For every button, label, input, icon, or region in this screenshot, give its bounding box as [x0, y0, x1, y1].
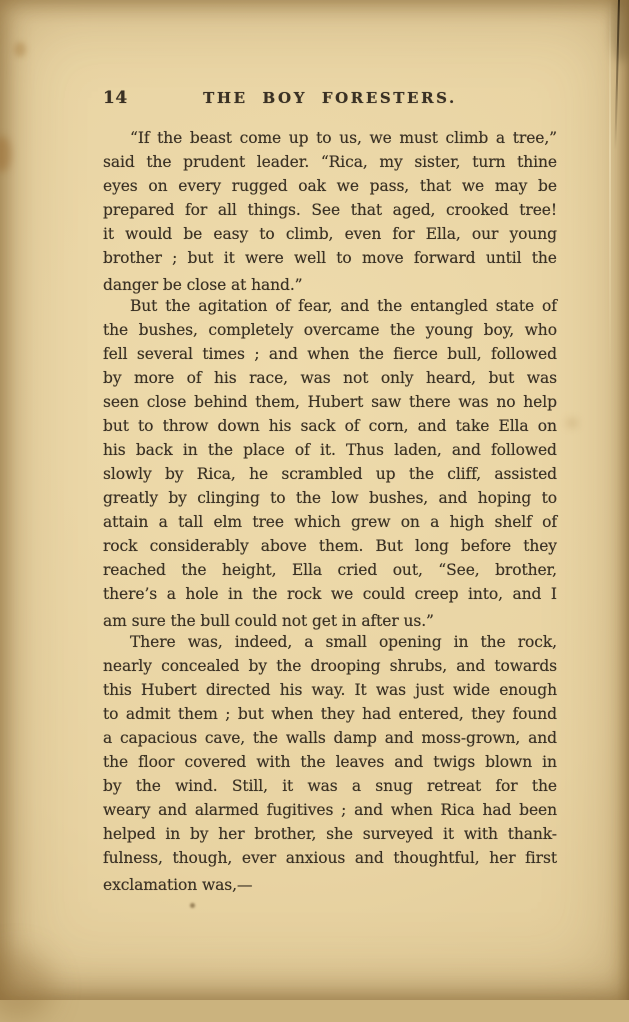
paper-stain — [0, 136, 11, 172]
text-line: the floor covered with the leaves and twigs blown in — [103, 753, 557, 771]
text-line: by the wind. Still, it was a snug retreat for the — [103, 777, 557, 795]
text-line: greatly by clinging to the low bushes, and hoping to — [103, 489, 557, 507]
text-line: fulness, though, ever anxious and thoughtful, her first — [103, 849, 557, 867]
text-line: his back in the place of it. Thus laden, and followed — [103, 441, 557, 459]
text-line: seen close behind them, Hubert saw there was no help — [103, 393, 557, 411]
paragraph — [103, 129, 557, 297]
text-line: but to throw down his sack of corn, and take Ella on — [103, 417, 557, 435]
paper-stain — [611, 0, 629, 62]
text-line: attain a tall elm tree which grew on a high shelf of — [103, 513, 557, 531]
paper-stain — [14, 42, 26, 57]
text-line: reached the height, Ella cried out, “See, brother, — [103, 561, 557, 579]
text-line: it would be easy to climb, even for Ella, our young — [103, 225, 557, 243]
paper-crease — [609, 0, 611, 380]
paragraph — [103, 633, 557, 897]
running-header-title: THE BOY FORESTERS. — [203, 89, 457, 107]
paper-stain — [0, 952, 52, 1022]
paper-speck — [190, 903, 195, 908]
text-line: said the prudent leader. “Rica, my sister, turn thine — [103, 153, 557, 171]
text-line: fell several times ; and when the fierce bull, followed — [103, 345, 557, 363]
page-edge-line — [614, 0, 620, 150]
text-line: a capacious cave, the walls damp and moss-grown, and — [103, 729, 557, 747]
text-line: helped in by her brother, she surveyed it with thank- — [103, 825, 557, 843]
running-head — [103, 88, 557, 112]
text-line: slowly by Rica, he scrambled up the cliff, assisted — [103, 465, 557, 483]
text-line: There was, indeed, a small opening in the rock, — [130, 633, 557, 651]
text-line: exclamation was,— — [103, 876, 253, 894]
text-line: prepared for all things. See that aged, crooked tree! — [103, 201, 557, 219]
text-line: by more of his race, was not only heard, but was — [103, 369, 557, 387]
text-line: am sure the bull could not get in after us.” — [103, 612, 434, 630]
text-line: there’s a hole in the rock we could creep into, and I — [103, 585, 557, 603]
text-line: But the agitation of fear, and the entangled state of — [130, 297, 557, 315]
text-line: brother ; but it were well to move forward until the — [103, 249, 557, 267]
text-line: eyes on every rugged oak we pass, that we may be — [103, 177, 557, 195]
text-line: nearly concealed by the drooping shrubs, and towards — [103, 657, 557, 675]
page-number: 14 — [103, 88, 128, 108]
page-edge-shadow — [617, 0, 629, 1000]
text-line: danger be close at hand.” — [103, 276, 303, 294]
paragraph — [103, 297, 557, 633]
paper-stain — [566, 418, 578, 428]
text-line: to admit them ; but when they had entered, they found — [103, 705, 557, 723]
text-line: “If the beast come up to us, we must climb a tree,” — [130, 129, 557, 147]
text-line: weary and alarmed fugitives ; and when Rica had been — [103, 801, 557, 819]
text-line: rock considerably above them. But long before they — [103, 537, 557, 555]
text-block — [103, 129, 557, 897]
text-line: the bushes, completely overcame the young boy, who — [103, 321, 557, 339]
text-line: this Hubert directed his way. It was just wide enough — [103, 681, 557, 699]
